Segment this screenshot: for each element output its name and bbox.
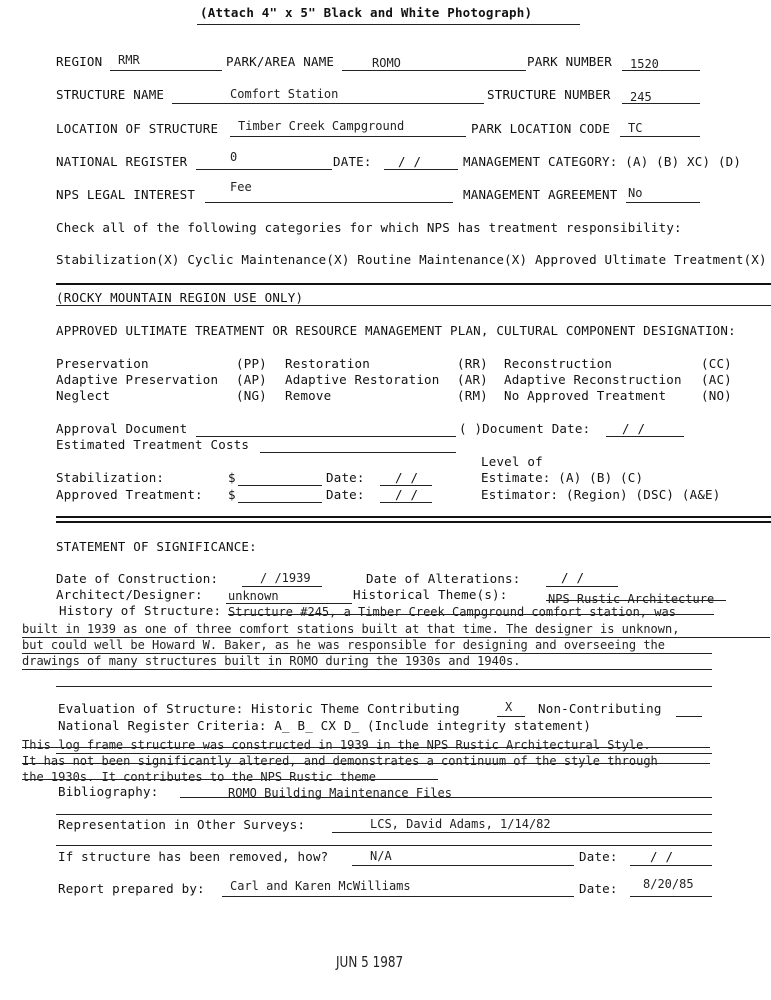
nps-legal-interest-underline [205,202,453,203]
structure-number-field[interactable]: 245 [630,90,652,104]
stabilization-cost-label: Stabilization: [56,470,165,485]
prepared-date-label: Date: [579,881,618,896]
nr-date-label: DATE: [333,154,372,169]
received-date-stamp: JUN 5 1987 [336,953,404,971]
region-label: REGION [56,54,103,69]
approved-treatment-cost-underline[interactable] [238,502,322,503]
col2-item: Restoration [285,356,370,371]
col2-code[interactable]: (RM) [457,388,488,403]
integrity-strike [22,779,438,780]
estimate-line[interactable]: Estimate: (A) (B) (C) [481,470,644,485]
nr-criteria-line[interactable]: National Register Criteria: A_ B_ CX D_ (Include integrity statement) [58,718,592,733]
park-number-underline [622,70,700,71]
history-line[interactable]: drawings of many structures built in ROMO during the 1930s and 1940s. [22,654,521,668]
non-contributing-underline [676,716,702,717]
approved-treatment-date-label: Date: [326,487,365,502]
level-of-label: Level of [481,454,543,469]
col1-code[interactable]: (AP) [236,372,267,387]
prepared-date-underline [630,896,712,897]
header-rule [197,24,580,25]
rmr-bottom-rule-2 [56,521,771,523]
prepared-by-underline [222,896,574,897]
approved-treatment-cost-label: Approved Treatment: [56,487,203,502]
national-register-field[interactable]: 0 [230,150,238,164]
architect-field[interactable]: unknown [228,589,279,603]
removed-date-underline [630,865,712,866]
nps-legal-interest-label: NPS LEGAL INTEREST [56,187,196,202]
date-of-construction-field[interactable]: / /1939 [260,571,311,585]
col1-item: Adaptive Preservation [56,372,219,387]
document-date-label: ( )Document Date: [459,421,591,436]
integrity-strike [22,747,710,748]
region-field[interactable]: RMR [118,53,140,67]
management-agreement-underline [626,202,700,203]
stabilization-cost-underline[interactable] [238,485,322,486]
park-area-name-field[interactable]: ROMO [372,56,401,70]
col2-item: Remove [285,388,332,403]
structure-number-underline [622,103,700,104]
national-register-label: NATIONAL REGISTER [56,154,188,169]
history-strike [228,614,714,615]
removed-date-field[interactable]: / / [650,849,674,864]
significance-heading: STATEMENT OF SIGNIFICANCE: [56,539,257,554]
historical-theme-strike [546,600,726,601]
document-date-field[interactable]: / / [622,421,646,436]
approval-document-label: Approval Document [56,421,188,436]
col3-code[interactable]: (CC) [701,356,732,371]
estimator-line[interactable]: Estimator: (Region) (DSC) (A&E) [481,487,721,502]
historical-theme-label: Historical Theme(s): [353,587,508,602]
park-area-name-label: PARK/AREA NAME [226,54,335,69]
date-of-alterations-label: Date of Alterations: [366,571,521,586]
park-location-code-label: PARK LOCATION CODE [471,121,611,136]
evaluation-line: Evaluation of Structure: Historic Theme Contributing [58,701,460,716]
date-of-alterations-field[interactable]: / / [561,570,585,585]
nps-legal-interest-field[interactable]: Fee [230,180,252,194]
col1-item: Neglect [56,388,111,403]
removed-date-label: Date: [579,849,618,864]
treatment-categories[interactable]: Stabilization(X) Cyclic Maintenance(X) Routine Maintenance(X) Approved Ultimate Treatment(X) [56,252,767,267]
estimated-costs-underline [260,452,456,453]
col1-code[interactable]: (PP) [236,356,267,371]
stabilization-date-field[interactable]: / / [395,470,419,485]
removed-label: If structure has been removed, how? [58,849,329,864]
integrity-line[interactable]: It has not been significantly altered, and demonstrates a continuum of the style through [22,754,658,768]
region-underline [110,70,222,71]
structure-name-label: STRUCTURE NAME [56,87,165,102]
contributing-underline [497,716,525,717]
document-date-underline [606,436,684,437]
structure-number-label: STRUCTURE NUMBER [487,87,611,102]
integrity-line[interactable]: This log frame structure was constructed in 1939 in the NPS Rustic Architectural Style. [22,738,651,752]
location-field[interactable]: Timber Creek Campground [238,119,405,133]
other-surveys-field[interactable]: LCS, David Adams, 1/14/82 [370,817,551,831]
history-line[interactable]: Structure #245, a Timber Creek Campground comfort station, was [228,605,676,619]
management-agreement-label: MANAGEMENT AGREEMENT [463,187,618,202]
history-line[interactable]: built in 1939 as one of three comfort stations built at that time. The designer is unknown, [22,622,680,636]
bibliography-field[interactable]: ROMO Building Maintenance Files [228,786,452,800]
integrity-line[interactable]: the 1930s. It contributes to the NPS Rustic theme [22,770,377,784]
management-category: MANAGEMENT CATEGORY: (A) (B) XC) (D) [463,154,742,169]
prepared-date-field[interactable]: 8/20/85 [643,877,694,891]
historical-theme-field[interactable]: NPS Rustic Architecture [548,592,715,606]
location-underline [230,136,466,137]
rmr-bottom-rule-1 [56,516,771,518]
removed-field[interactable]: N/A [370,849,392,863]
location-label: LOCATION OF STRUCTURE [56,121,219,136]
structure-name-underline [172,103,484,104]
date-of-alterations-underline [546,586,618,587]
col1-code[interactable]: (NG) [236,388,267,403]
col3-code[interactable]: (AC) [701,372,732,387]
nr-date-underline [384,169,458,170]
col2-item: Adaptive Restoration [285,372,440,387]
col3-item: Reconstruction [504,356,613,371]
dollar-sign: $ [228,470,236,485]
nr-date-field[interactable]: / / [398,154,422,169]
history-underline [22,669,712,670]
structure-name-field[interactable]: Comfort Station [230,87,339,101]
col2-code[interactable]: (RR) [457,356,488,371]
col2-code[interactable]: (AR) [457,372,488,387]
other-surveys-underline [332,832,712,833]
bibliography-label: Bibliography: [58,784,159,799]
col1-item: Preservation [56,356,149,371]
stabilization-date-underline [380,485,432,486]
architect-label: Architect/Designer: [56,587,203,602]
park-number-field[interactable]: 1520 [630,57,659,71]
prepared-by-label: Report prepared by: [58,881,205,896]
col3-item: Adaptive Reconstruction [504,372,682,387]
park-location-code-field[interactable]: TC [628,121,643,135]
rmr-top-rule [56,283,771,285]
estimated-costs-label: Estimated Treatment Costs [56,437,250,452]
other-surveys-label: Representation in Other Surveys: [58,817,306,832]
park-area-underline [342,70,526,71]
history-line[interactable]: but could well be Howard W. Baker, as he was responsible for designing and overseeing the [22,638,665,652]
park-location-code-underline [620,136,700,137]
history-blank-line [56,686,712,687]
dollar-sign: $ [228,487,236,502]
architect-underline [226,603,352,604]
prepared-by-field[interactable]: Carl and Karen McWilliams [230,879,411,893]
col3-item: No Approved Treatment [504,388,667,403]
photo-instruction: (Attach 4" x 5" Black and White Photograph) [200,5,533,20]
history-label: History of Structure: [59,603,222,618]
rmr-heading-rule [56,305,771,306]
integrity-strike [22,763,710,764]
stabilization-date-label: Date: [326,470,365,485]
col3-code[interactable]: (NO) [701,388,732,403]
management-agreement-field[interactable]: No [628,186,643,200]
park-number-label: PARK NUMBER [527,54,612,69]
approved-treatment-date-field[interactable]: / / [395,487,419,502]
rmr-heading: (ROCKY MOUNTAIN REGION USE ONLY) [56,290,304,305]
approved-treatment-heading: APPROVED ULTIMATE TREATMENT OR RESOURCE MANAGEMENT PLAN, CULTURAL COMPONENT DESIGNATION: [56,323,736,338]
date-of-construction-underline [242,586,322,587]
national-register-underline [196,169,332,170]
other-surveys-blank-line [56,845,712,846]
check-instruction: Check all of the following categories for which NPS has treatment responsibility: [56,220,682,235]
removed-underline [352,865,574,866]
date-of-construction-label: Date of Construction: [56,571,219,586]
non-contributing-label: Non-Contributing [538,701,662,716]
bibliography-underline [180,797,712,798]
contributing-mark[interactable]: X [505,700,513,714]
bibliography-blank-line [56,814,712,815]
approved-treatment-date-underline [380,502,432,503]
